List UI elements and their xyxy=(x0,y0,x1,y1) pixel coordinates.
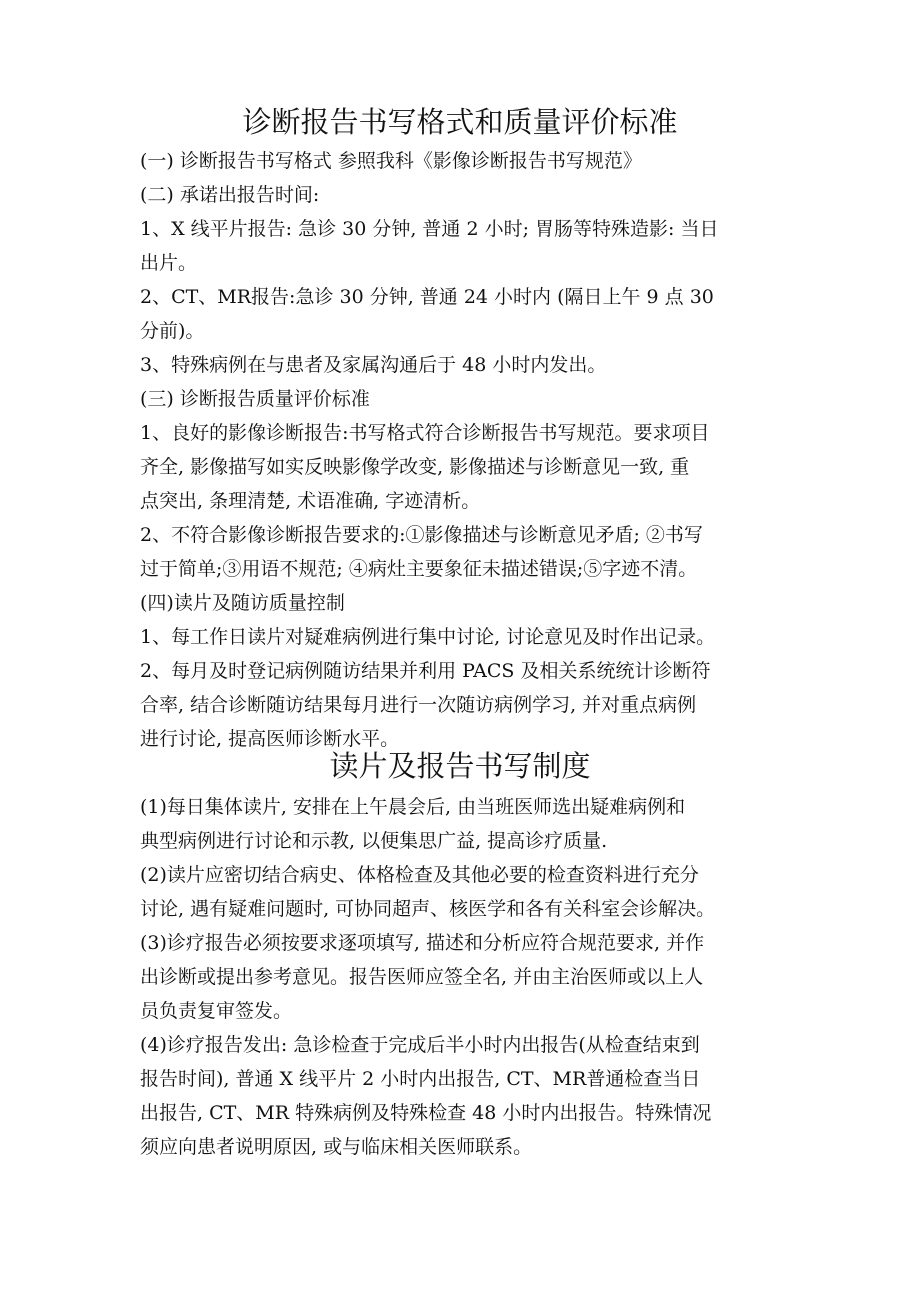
text-line: 出片。 xyxy=(140,252,198,274)
text-line: 出诊断或提出参考意见。报告医师应签全名, 并由主治医师或以上人 xyxy=(140,966,704,988)
text-line: 2、不符合影像诊断报告要求的:①影像描述与诊断意见矛盾; ②书写 xyxy=(140,524,703,546)
text-line: 2、每月及时登记病例随访结果并利用 PACS 及相关系统统计诊断符 xyxy=(140,660,711,682)
text-line: 讨论, 遇有疑难问题时, 可协同超声、核医学和各有关科室会诊解决。 xyxy=(140,898,716,920)
text-line: 须应向患者说明原因, 或与临床相关医师联系。 xyxy=(140,1136,533,1158)
text-line: 出报告, CT、MR 特殊病例及特殊检查 48 小时内出报告。特殊情况 xyxy=(140,1102,712,1124)
text-line: (3)诊疗报告必须按要求逐项填写, 描述和分析应符合规范要求, 并作 xyxy=(140,932,705,954)
text-line: 1、良好的影像诊断报告:书写格式符合诊断报告书写规范。要求项目 xyxy=(140,422,710,444)
text-line: 分前)。 xyxy=(140,320,205,342)
text-line: 2、CT、MR报告:急诊 30 分钟, 普通 24 小时内 (隔日上午 9 点 30 xyxy=(140,286,714,308)
text-line: 合率, 结合诊断随访结果每月进行一次随访病例学习, 并对重点病例 xyxy=(140,694,697,716)
text-line: 3、特殊病例在与患者及家属沟通后于 48 小时内发出。 xyxy=(140,354,607,376)
text-line: (4)诊疗报告发出: 急诊检查于完成后半小时内出报告(从检查结束到 xyxy=(140,1034,700,1056)
section-title: 读片及报告书写制度 xyxy=(329,749,591,783)
text-line: 点突出, 条理清楚, 术语准确, 字迹清析。 xyxy=(140,490,481,512)
document-title: 诊断报告书写格式和质量评价标准 xyxy=(242,105,678,139)
text-line: 齐全, 影像描写如实反映影像学改变, 影像描述与诊断意见一致, 重 xyxy=(140,456,690,478)
text-line: 员负责复审签发。 xyxy=(140,1000,293,1022)
text-line: (1)每日集体读片, 安排在上午晨会后, 由当班医师选出疑难病例和 xyxy=(140,796,686,818)
text-line: (一) 诊断报告书写格式 参照我科《影像诊断报告书写规范》 xyxy=(140,150,642,172)
text-line: 1、每工作日读片对疑难病例进行集中讨论, 讨论意见及时作出记录。 xyxy=(140,626,716,648)
text-line: 1、X 线平片报告: 急诊 30 分钟, 普通 2 小时; 胃肠等特殊造影: 当日 xyxy=(140,218,719,240)
text-line: (二) 承诺出报告时间: xyxy=(140,184,320,206)
text-line: (三) 诊断报告质量评价标准 xyxy=(140,388,370,410)
text-line: 进行讨论, 提高医师诊断水平。 xyxy=(140,728,400,750)
text-line: (2)读片应密切结合病史、体格检查及其他必要的检查资料进行充分 xyxy=(140,864,699,886)
text-line: 过于简单;③用语不规范; ④病灶主要象征未描述错误;⑤字迹不清。 xyxy=(140,558,698,580)
text-line: 典型病例进行讨论和示教, 以便集思广益, 提高诊疗质量. xyxy=(140,830,608,852)
text-line: (四)读片及随访质量控制 xyxy=(140,592,345,614)
text-line: 报告时间), 普通 X 线平片 2 小时内出报告, CT、MR普通检查当日 xyxy=(140,1068,701,1090)
